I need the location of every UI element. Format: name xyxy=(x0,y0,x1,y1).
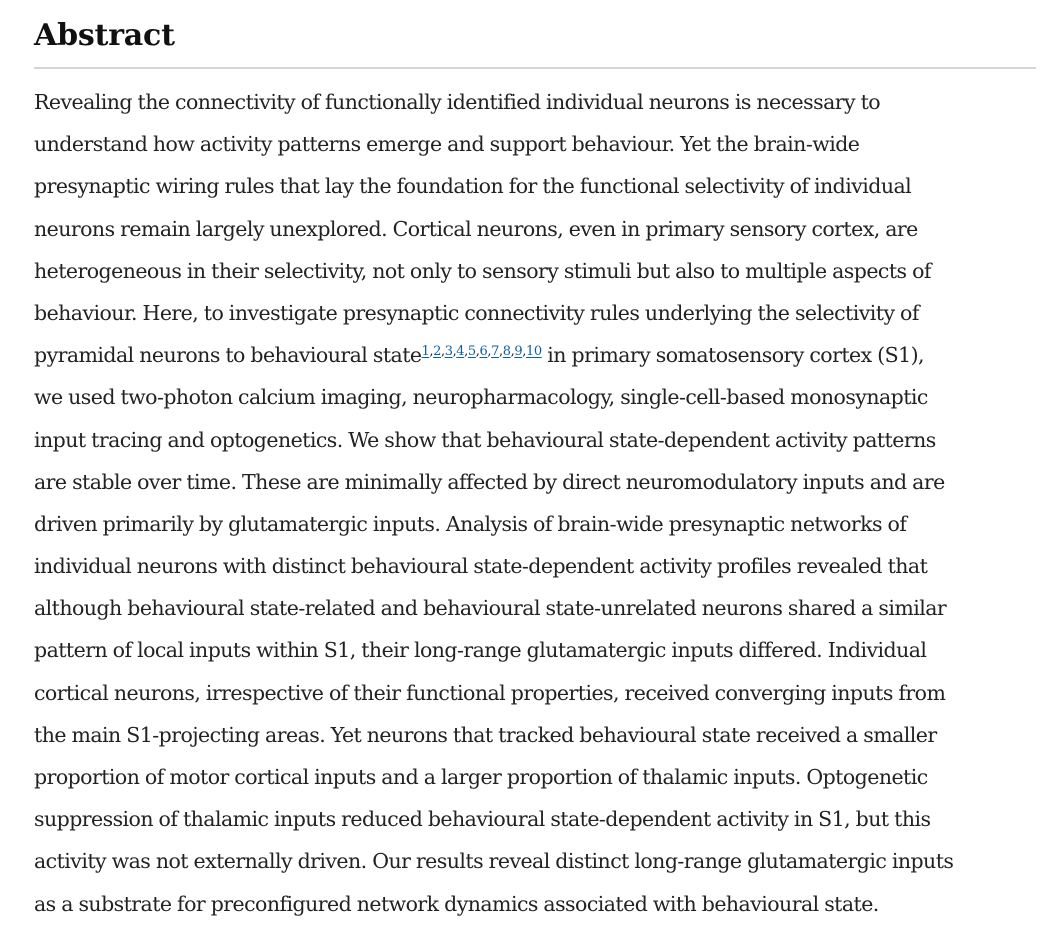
ref-separator: , xyxy=(510,344,515,360)
ref-separator: , xyxy=(464,344,468,360)
abstract-line: individual neurons with distinct behavioural state-dependent activity profiles revealed that xyxy=(34,554,928,579)
abstract-line: understand how activity patterns emerge and support behaviour. Yet the brain-wide xyxy=(34,132,860,157)
citation-ref-8[interactable]: 8 xyxy=(502,344,511,360)
abstract-line: behaviour. Here, to investigate presynaptic connectivity rules underlying the selectivity of xyxy=(34,300,919,325)
citation-ref-7[interactable]: 7 xyxy=(491,344,499,360)
abstract-line: proportion of motor cortical inputs and a larger proportion of thalamic inputs. Optogenetic xyxy=(34,765,928,789)
citation-ref-5[interactable]: 5 xyxy=(467,344,476,360)
abstract-line: activity was not externally driven. Our results reveal distinct long-range glutamatergic inputs xyxy=(34,849,954,874)
abstract-line: neurons remain largely unexplored. Cortical neurons, even in primary sensory cortex, are xyxy=(34,216,918,241)
citation-ref-3[interactable]: 3 xyxy=(444,344,453,360)
abstract-text: pyramidal neurons to behavioural state xyxy=(34,343,422,368)
citation-ref-2[interactable]: 2 xyxy=(433,344,441,360)
ref-separator: , xyxy=(452,344,457,360)
abstract-heading: Abstract xyxy=(34,18,175,53)
ref-separator: , xyxy=(499,344,503,360)
citation-ref-9[interactable]: 9 xyxy=(514,344,523,360)
ref-separator: , xyxy=(440,344,445,360)
abstract-text: in primary somatosensory cortex (S1), xyxy=(541,343,925,368)
abstract-section xyxy=(34,0,1036,916)
abstract-line: we used two-photon calcium imaging, neuropharmacology, single-cell-based monosynaptic xyxy=(34,385,928,410)
citation-ref-4[interactable]: 4 xyxy=(456,344,465,360)
abstract-line: as a substrate for preconfigured network dynamics associated with behavioural state. xyxy=(34,891,879,916)
abstract-line: Revealing the connectivity of functionally identified individual neurons is necessary to xyxy=(34,90,881,114)
abstract-line: cortical neurons, irrespective of their functional properties, received converging inputs from xyxy=(34,680,946,705)
ref-separator: , xyxy=(487,344,492,360)
abstract-line: input tracing and optogenetics. We show that behavioural state-dependent activity patterns xyxy=(34,427,936,452)
abstract-line: presynaptic wiring rules that lay the foundation for the functional selectivity of individual xyxy=(34,174,912,199)
citation-ref-6[interactable]: 6 xyxy=(479,344,488,360)
abstract-line-with-citations xyxy=(34,334,1036,376)
abstract-line: heterogeneous in their selectivity, not only to sensory stimuli but also to multiple aspects of xyxy=(34,258,931,283)
citation-ref-10[interactable]: 10 xyxy=(525,344,542,360)
abstract-line: although behavioural state-related and behavioural state-unrelated neurons shared a similar xyxy=(34,596,947,621)
ref-separator: , xyxy=(475,344,480,360)
ref-separator: , xyxy=(429,344,434,360)
abstract-line: are stable over time. These are minimally affected by direct neuromodulatory inputs and are xyxy=(34,469,945,494)
abstract-line: the main S1-projecting areas. Yet neurons that tracked behavioural state received a smaller xyxy=(34,722,937,747)
citation-ref-1[interactable]: 1 xyxy=(421,344,430,360)
heading-divider xyxy=(34,67,1036,69)
citation-refs xyxy=(421,344,541,359)
abstract-line: pattern of local inputs within S1, their long-range glutamatergic inputs differed. Individual xyxy=(34,638,927,663)
abstract-line: driven primarily by glutamatergic inputs. Analysis of brain-wide presynaptic networks of xyxy=(34,511,907,536)
abstract-line: suppression of thalamic inputs reduced behavioural state-dependent activity in S1, but this xyxy=(34,807,931,832)
ref-separator: , xyxy=(522,344,526,360)
abstract-body xyxy=(34,81,1036,925)
